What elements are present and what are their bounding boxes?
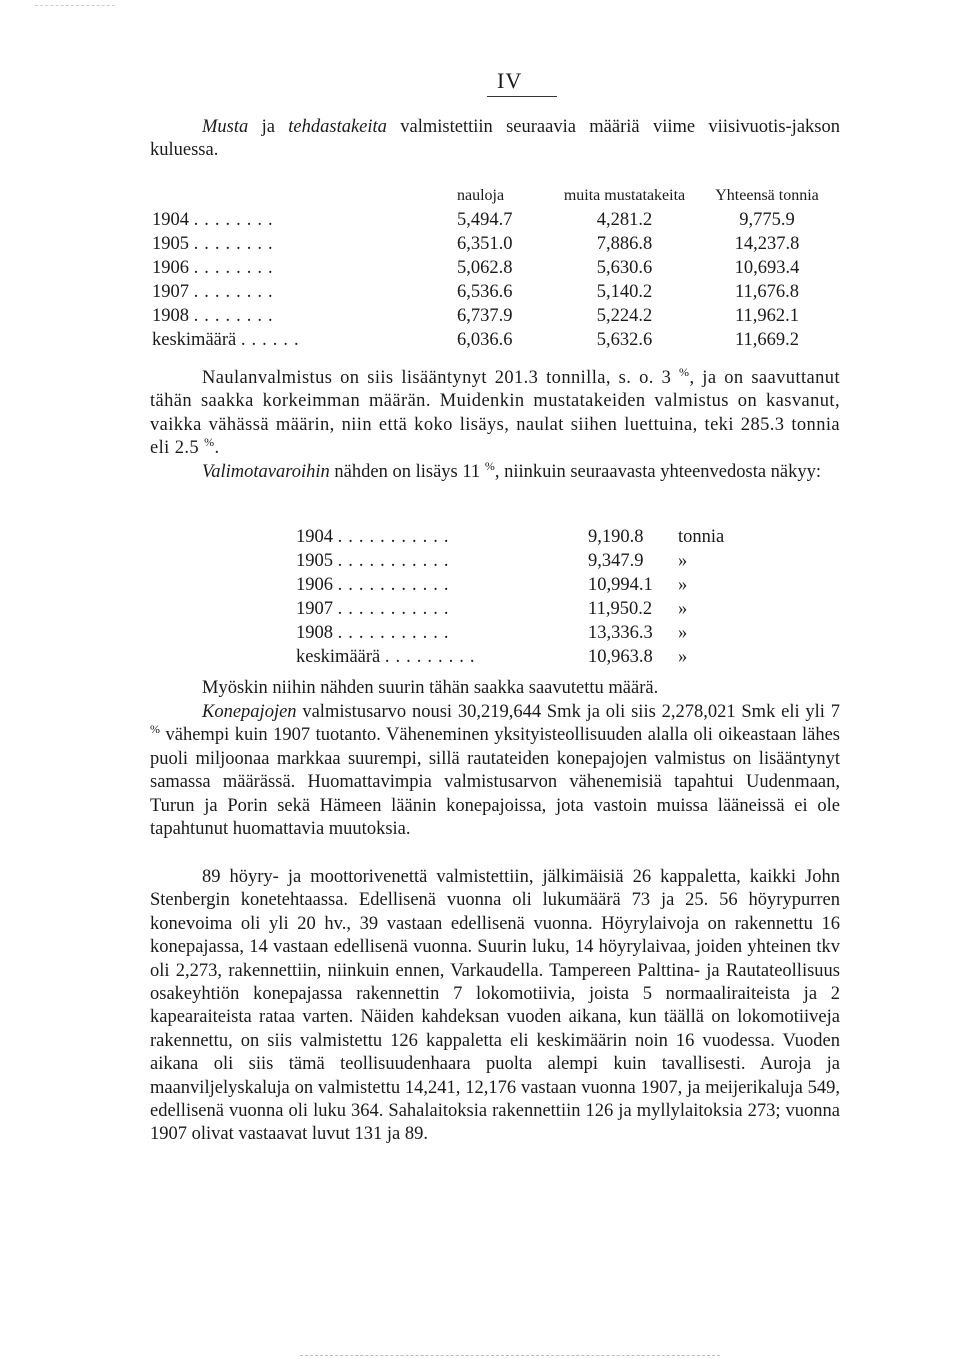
page-number: IV [497, 68, 523, 93]
table-row: 1906 ........ 5,062.8 5,630.6 10,693.4 [152, 258, 800, 278]
table-header-row [152, 184, 837, 208]
term-tehdastakeita: tehdastakeita [288, 117, 387, 137]
table-row: 1905 ........ 6,351.0 7,886.8 14,237.8 [152, 234, 800, 254]
table-row-average: keskimäärä ...... 6,036.6 5,632.6 11,669.2 [152, 330, 800, 350]
term-valimotavaroihin: Valimotavaroihin [202, 462, 330, 482]
scan-artifact [300, 1355, 720, 1357]
table-row: 1904 ........ 5,494.7 4,281.2 9,775.9 [152, 210, 795, 230]
table-row-average: keskimäärä ......... 10,963.8 » [296, 647, 688, 667]
term-konepajojen: Konepajojen [202, 702, 297, 722]
table-row: 1908 ........ 6,737.9 5,224.2 11,962.1 [152, 306, 800, 326]
table-row: 1905 ........... 9,347.9 » [296, 551, 688, 571]
table-row: 1907 ........ 6,536.6 5,140.2 11,676.8 [152, 282, 800, 302]
page-number-rule [487, 96, 557, 97]
foundry-record-paragraph: Myöskin niihin nähden suurin tähän saakka saavutettu määrä. [202, 678, 659, 698]
foundry-paragraph: Valimotavaroihin nähden on lisäys 11 %, niinkuin seuraavasta yhteenvedosta näkyy: [202, 458, 822, 482]
nails-table [152, 184, 837, 352]
vessels-paragraph: 89 höyry- ja moottorivenettä valmistettiin, jälkimäisiä 26 kappaletta, kaikki John Stenbergin konetehtaassa. Edellisenä vuonna oli lukumäärä 73 ja 25. 56 höyrypurren konevoima oli yli 20 hv., 39 vastaan edellisenä vuonna. Höyrylaivoja on rakennettu 16 konepajassa, 14 vastaan edellisenä vuonna. Suurin luku, 14 höyrylaivaa, joiden yhteinen tkv oli 2,273, rakennettiin, niinkuin ennen, Varkaudella. Tampereen Palttina- ja Rautateollisuus osakeyhtiön konepajassa rakennettin 7 lokomotiivia, joista 5 normaaliraiteista ja 2 kapearaiteista rataa varten. Näiden kahdeksan vuoden aikana, kun täällä on lokomotiiveja rakennettu, on siis valmistettu 126 kappaletta eli keskimäärin noin 16 vuodessa. Vuoden aikana oli siis tämä teollisuudenhaara puolta alempi kuin tavallisesti. Auroja ja maanviljelyskaluja on valmistettu 14,241, 12,176 vastaan vuonna 1907, ja meijerikaluja 549, edellisenä vuonna oli luku 364. Sahalaitoksia rakennettiin 126 ja myllylaitoksia 273; vuonna 1907 olivat vastaavat luvut 131 ja 89. [150, 867, 840, 1145]
foundry-table [296, 525, 758, 669]
col-header-other: muita mustatakeita [563, 187, 686, 204]
table-row: 1908 ........... 13,336.3 » [296, 623, 688, 643]
col-header-total: Yhteensä tonnia [715, 187, 819, 204]
term-musta: Musta [202, 117, 249, 137]
machine-shops-paragraph: Konepajojen valmistusarvo nousi 30,219,644 Smk ja oli siis 2,278,021 Smk eli yli 7 % vähempi kuin 1907 tuotanto. Väheneminen yksityisteollisuuden alalla oli oikeastaan lähes puoli miljoonaa markkaa suurempi, sillä rautateiden konepajojen valmistus on lisääntynyt samassa määrässä. Huomattavimpia valmistusarvon vähenemisiä tapahtui Uudenmaan, Turun ja Porin sekä Hämeen läänin konepajoissa, jota vastoin muissa lääneissä ei ole tapahtunut huomattavia muutoksia. [150, 702, 840, 840]
table-row: 1906 ........... 10,994.1 » [296, 575, 688, 595]
table-row: 1904 ........... 9,190.8 tonnia [296, 527, 725, 547]
intro-paragraph: Musta ja tehdastakeita valmistettiin seuraavia määriä viime viisivuotis-jakson kuluessa. [150, 117, 840, 161]
col-header-nails: nauloja [457, 187, 505, 204]
table-row: 1907 ........... 11,950.2 » [296, 599, 688, 619]
scan-artifact [35, 5, 115, 7]
nail-production-paragraph: Naulanvalmistus on siis lisääntynyt 201.3 tonnilla, s. o. 3 %, ja on saavuttanut tähän saakka korkeimman määrän. Muidenkin mustatakeiden valmistus on kasvanut, vaikka vähässä määrin, niin että koko lisäys, naulat siihen luettuina, teki 285.3 tonnia eli 2.5 %. [150, 364, 840, 459]
